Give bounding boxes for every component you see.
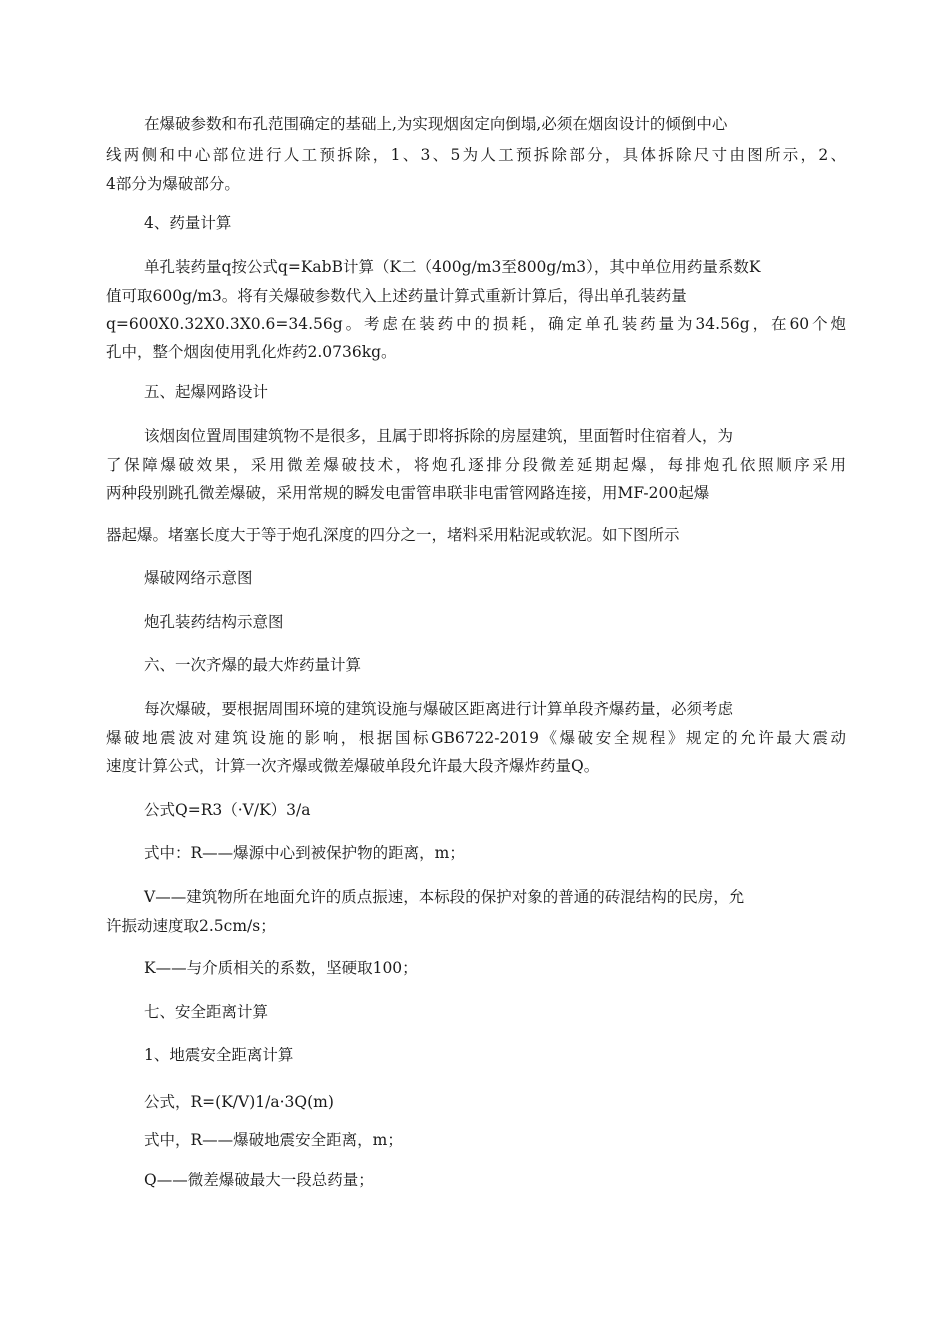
section-heading: 七、安全距离计算: [144, 1003, 269, 1021]
paragraph-line: 值可取600g/m3。将有关爆破参数代入上述药量计算式重新计算后，得出单孔装药量: [106, 287, 687, 305]
section-heading: 1、地震安全距离计算: [144, 1046, 294, 1064]
paragraph-line: 该烟囱位置周围建筑物不是很多，且属于即将拆除的房屋建筑，里面暂时住宿着人，为: [144, 427, 734, 445]
paragraph-line: Q——微差爆破最大一段总药量；: [144, 1171, 374, 1189]
paragraph-line: 了保障爆破效果，采用微差爆破技术，将炮孔逐排分段微差延期起爆，每排炮孔依照顺序采用: [106, 456, 846, 474]
paragraph-line: 每次爆破，要根据周围环境的建筑设施与爆破区距离进行计算单段齐爆药量，必须考虑: [144, 700, 734, 718]
paragraph-line: V——建筑物所在地面允许的质点振速，本标段的保护对象的普通的砖混结构的民房，允: [144, 888, 745, 906]
paragraph-line: 爆破地震波对建筑设施的影响，根据国标GB6722-2019《爆破安全规程》规定的允许最大震动: [106, 729, 846, 747]
section-heading: 六、一次齐爆的最大炸药量计算: [144, 656, 362, 674]
paragraph-line: 两种段别跳孔微差爆破，采用常规的瞬发电雷管串联非电雷管网路连接，用MF-200起爆: [106, 484, 710, 502]
paragraph-line: 器起爆。堵塞长度大于等于炮孔深度的四分之一，堵料采用粘泥或软泥。如下图所示: [106, 526, 680, 544]
paragraph-line: 线两侧和中心部位进行人工预拆除，1、3、5为人工预拆除部分，具体拆除尺寸由图所示，2、: [106, 146, 846, 164]
formula-line: 公式Q=R3（·V/K）3/a: [144, 801, 311, 819]
paragraph-line: 式中：R——爆源中心到被保护物的距离，m；: [144, 844, 465, 862]
paragraph-line: q=600X0.32X0.3X0.6=34.56g。考虑在装药中的损耗，确定单孔装药量为34.56g，在60个炮: [106, 315, 846, 333]
paragraph-line: 许振动速度取2.5cm/s；: [106, 917, 276, 935]
paragraph-line: 孔中，整个烟囱使用乳化炸药2.0736kg。: [106, 343, 397, 361]
paragraph-line: 在爆破参数和布孔范围确定的基础上,为实现烟囱定向倒塌,必须在烟囱设计的倾倒中心: [144, 115, 728, 133]
paragraph-line: K——与介质相关的系数，坚硬取100；: [144, 959, 418, 977]
paragraph-line: 式中，R——爆破地震安全距离，m；: [144, 1131, 403, 1149]
paragraph-line: 4部分为爆破部分。: [106, 175, 240, 193]
paragraph-line: 速度计算公式，计算一次齐爆或微差爆破单段允许最大段齐爆炸药量Q。: [106, 757, 600, 775]
figure-caption: 爆破网络示意图: [144, 569, 253, 587]
paragraph-line: 单孔装药量q按公式q=KabB计算（K二（400g/m3至800g/m3），其中单位用药量系数K: [144, 258, 761, 276]
figure-caption: 炮孔装药结构示意图: [144, 613, 284, 631]
section-heading: 4、药量计算: [144, 214, 232, 232]
formula-line: 公式，R=(K/V)1/a·3Q(m): [144, 1093, 334, 1111]
section-heading: 五、起爆网路设计: [144, 383, 269, 401]
